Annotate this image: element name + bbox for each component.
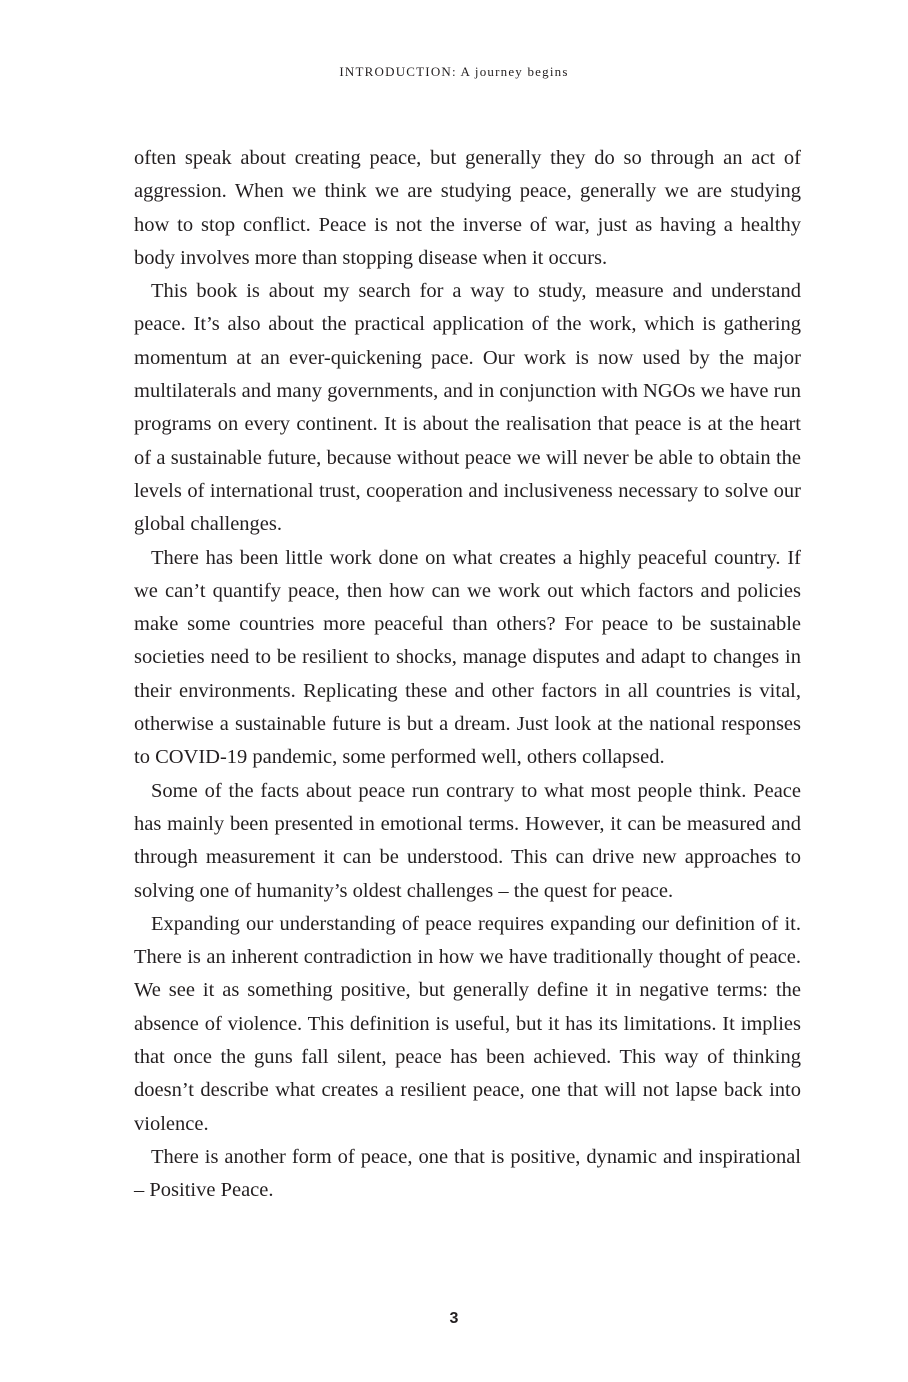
page-number: 3 — [449, 1310, 459, 1327]
paragraph: This book is about my search for a way to study, measure and understand peace. It’s also about the practical application of the work, which is gathering momentum at an ever-quickening pace. Our work is now used by the major multilaterals and many governments, and in conjunction with NGOs we have run programs on every continent. It is about the realisation that peace is at the heart of a sustainable future, because without peace we will never be able to obtain the levels of international trust, cooperation and inclusiveness necessary to solve our global challenges. — [134, 280, 801, 536]
paragraph: There is another form of peace, one that is positive, dynamic and inspirational – Positive Peace. — [134, 1145, 801, 1202]
paragraph: Some of the facts about peace run contrary to what most people think. Peace has mainly been presented in emotional terms. However, it can be measured and through measurement it can be understood. This can drive new approaches to solving one of humanity’s oldest challenges – the quest for peace. — [134, 779, 801, 902]
body-text — [134, 142, 801, 1208]
paragraph: Expanding our understanding of peace requires expanding our definition of it. There is an inherent contradiction in how we have traditionally thought of peace. We see it as something positive, but generally define it in negative terms: the absence of violence. This definition is useful, but it has its limitations. It implies that once the guns fall silent, peace has been achieved. This way of thinking doesn’t describe what creates a resilient peace, one that will not lapse back into violence. — [134, 912, 801, 1135]
running-head: INTRODUCTION: A journey begins — [339, 64, 569, 79]
paragraph: There has been little work done on what creates a highly peaceful country. If we can’t quantify peace, then how can we work out which factors and policies make some countries more peaceful than others? For peace to be sustainable societies need to be resilient to shocks, manage disputes and adapt to changes in their environments. Replicating these and other factors in all countries is vital, otherwise a sustainable future is but a dream. Just look at the national responses to COVID-19 pandemic, some performed well, others collapsed. — [134, 546, 801, 769]
paragraph: often speak about creating peace, but generally they do so through an act of aggression. When we think we are studying peace, generally we are studying how to stop conflict. Peace is not the inverse of war, just as having a healthy body involves more than stopping disease when it occurs. — [134, 147, 801, 269]
